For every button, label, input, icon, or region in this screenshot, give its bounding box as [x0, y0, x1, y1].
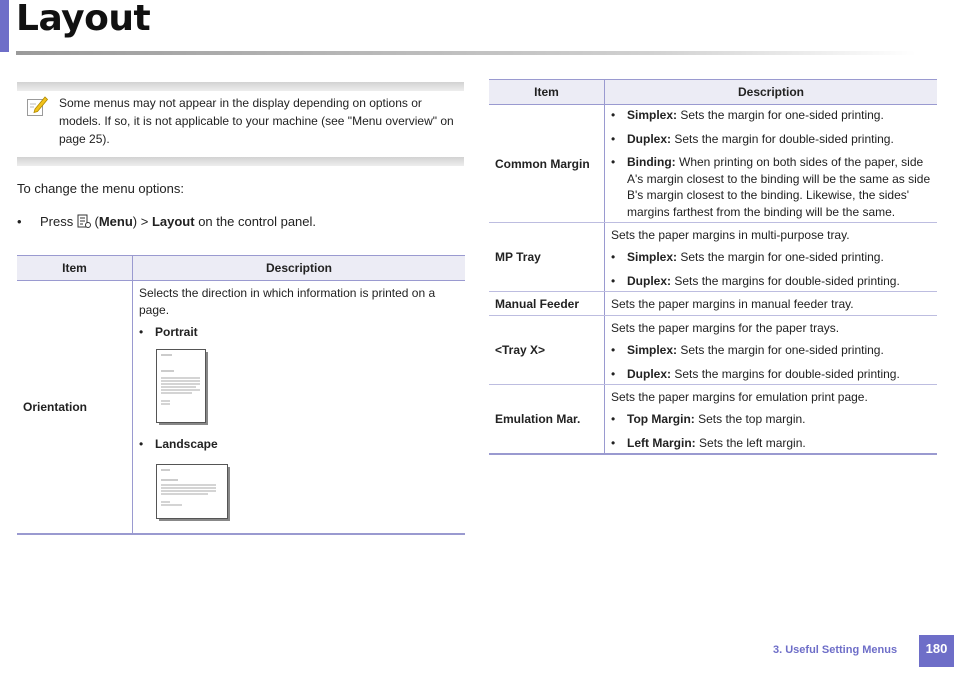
note-top-band [17, 82, 464, 91]
column-header-description: Description [133, 256, 466, 281]
item-manual-feeder: Manual Feeder [489, 292, 605, 316]
press-word: Press [40, 214, 74, 229]
menu-close-arrow: ) > [132, 214, 149, 229]
note-bottom-band [17, 157, 464, 166]
margin-table [489, 79, 937, 455]
option-portrait [133, 321, 465, 343]
table-row [489, 105, 937, 223]
list-item: • Left Margin: Sets the left margin. [611, 435, 806, 450]
note-pencil-icon [26, 94, 48, 118]
item-orientation: Orientation [17, 281, 133, 535]
list-item: • Simplex: Sets the margin for one-sided printing. [611, 250, 884, 264]
option-portrait-label: Portrait [155, 325, 198, 339]
item-mp-tray: MP Tray [489, 223, 605, 292]
item-emulation-margin: Emulation Mar. [489, 385, 605, 455]
table-header-row [17, 256, 465, 281]
bullet: • [17, 214, 22, 229]
intro-text: To change the menu options: [17, 181, 184, 196]
option-landscape-label: Landscape [155, 436, 218, 451]
option-landscape [133, 433, 465, 455]
list-item: • Simplex: Sets the margin for one-sided printing. [611, 108, 884, 122]
column-header-description: Description [605, 80, 938, 105]
press-instruction [17, 214, 316, 229]
list-item: • Duplex: Sets the margin for double-sided printing. [611, 131, 894, 146]
list-item: • Binding: When printing on both sides of the paper, side A's margin closest to the binding will be the same as side B's margin closest to the binding. Likewise, the sides' margins farthest from the binding will be the same. [611, 155, 931, 219]
title-divider [16, 51, 916, 55]
landscape-page-illustration [156, 464, 231, 522]
column-header-item: Item [17, 256, 133, 281]
orientation-description: Selects the direction in which information is printed on a page. [139, 286, 436, 317]
menu-icon [77, 214, 91, 229]
list-item: • Duplex: Sets the margins for double-sided printing. [611, 366, 900, 381]
table-row [489, 316, 937, 385]
page-number: 180 [919, 635, 954, 667]
list-item: • Duplex: Sets the margins for double-sided printing. [611, 273, 900, 288]
bullet: • [139, 436, 144, 451]
table-row [489, 223, 937, 292]
page-title: Layout [16, 0, 151, 39]
bullet: • [139, 325, 144, 339]
note-text: Some menus may not appear in the display depending on options or models. If so, it is not applicable to your machine (see "Menu overview" on page 25). [59, 96, 454, 146]
manual-feeder-description: Sets the paper margins in manual feeder tray. [605, 292, 938, 316]
item-common-margin: Common Margin [489, 105, 605, 223]
portrait-page-illustration [156, 349, 210, 427]
common-margin-description [605, 105, 938, 223]
item-tray-x: <Tray X> [489, 316, 605, 385]
column-header-item: Item [489, 80, 605, 105]
list-item: • Simplex: Sets the margin for one-sided printing. [611, 343, 884, 357]
table-header-row [489, 80, 937, 105]
mp-tray-description: Sets the paper margins in multi-purpose tray. • Simplex: Sets the margin for one-sided printing. • Duplex: Sets the margins for double-sided printing. [605, 223, 938, 292]
note-box [17, 82, 464, 166]
title-accent-bar [0, 0, 9, 52]
footer-section-title: 3. Useful Setting Menus [773, 644, 898, 656]
emulation-margin-description: Sets the paper margins for emulation print page. • Top Margin: Sets the top margin. • Left Margin: Sets the left margin. [605, 385, 938, 455]
menu-label: Menu [98, 214, 133, 229]
list-item: • Top Margin: Sets the top margin. [611, 412, 806, 426]
orientation-table [17, 255, 465, 535]
table-row [489, 385, 937, 455]
menu-open-paren: ( [94, 214, 99, 229]
table-row [489, 292, 937, 316]
tray-x-description: Sets the paper margins for the paper trays. • Simplex: Sets the margin for one-sided printing. • Duplex: Sets the margins for double-sided printing. [605, 316, 938, 385]
table-row [17, 281, 465, 535]
layout-label: Layout [151, 214, 195, 229]
press-suffix: on the control panel. [198, 214, 317, 229]
orientation-description-cell [133, 281, 466, 535]
